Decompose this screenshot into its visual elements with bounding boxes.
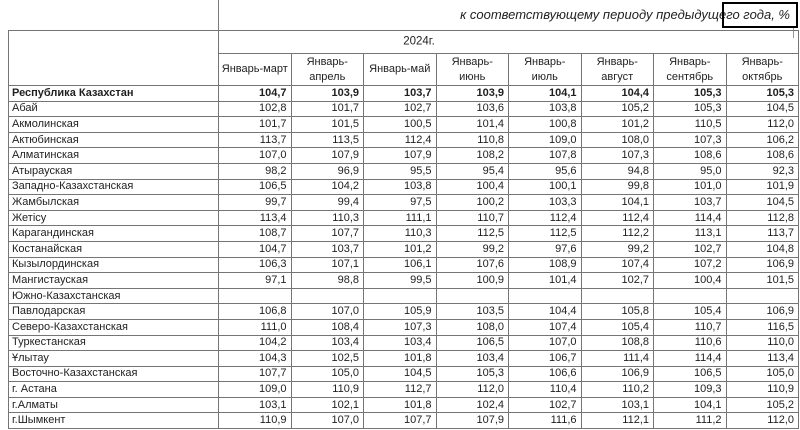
- value-cell[interactable]: 106,9: [726, 304, 799, 320]
- value-cell[interactable]: [219, 288, 292, 304]
- value-cell[interactable]: 104,4: [509, 304, 582, 320]
- region-name-cell[interactable]: Акмолинская: [9, 117, 219, 133]
- value-cell[interactable]: 105,3: [436, 366, 509, 382]
- value-cell[interactable]: 111,0: [219, 319, 292, 335]
- value-cell[interactable]: 106,5: [654, 366, 727, 382]
- column-header-jan-jul[interactable]: Январь-июль: [509, 54, 582, 86]
- value-cell[interactable]: 95,6: [509, 163, 582, 179]
- value-cell[interactable]: 108,0: [436, 319, 509, 335]
- value-cell[interactable]: 112,0: [726, 117, 799, 133]
- region-name-cell[interactable]: Республика Казахстан: [9, 86, 219, 102]
- value-cell[interactable]: 112,0: [726, 413, 799, 429]
- table-row: [9, 304, 799, 320]
- value-cell[interactable]: 94,8: [581, 163, 654, 179]
- value-cell[interactable]: 101,5: [291, 117, 364, 133]
- corner-cell[interactable]: [9, 31, 219, 86]
- value-cell[interactable]: 104,2: [291, 179, 364, 195]
- year-label: 2024г.: [403, 35, 435, 48]
- value-cell[interactable]: 112,1: [581, 413, 654, 429]
- value-cell[interactable]: 110,9: [219, 413, 292, 429]
- value-cell[interactable]: 110,2: [581, 382, 654, 398]
- region-name-cell[interactable]: Кызылординская: [9, 257, 219, 273]
- value-cell[interactable]: 103,1: [581, 397, 654, 413]
- region-name-cell[interactable]: г. Астана: [9, 382, 219, 398]
- value-cell[interactable]: 112,5: [509, 226, 582, 242]
- column-header-jan-mar[interactable]: Январь-март: [219, 54, 292, 86]
- value-cell[interactable]: 105,2: [726, 397, 799, 413]
- value-cell[interactable]: 100,1: [509, 179, 582, 195]
- value-cell[interactable]: 103,7: [654, 195, 727, 211]
- value-cell[interactable]: 112,7: [364, 382, 437, 398]
- value-cell[interactable]: 107,6: [436, 257, 509, 273]
- value-cell[interactable]: 103,4: [364, 335, 437, 351]
- value-cell[interactable]: 114,4: [654, 210, 727, 226]
- value-cell[interactable]: 108,6: [726, 148, 799, 164]
- value-cell[interactable]: [726, 288, 799, 304]
- value-cell[interactable]: 112,2: [581, 226, 654, 242]
- value-cell[interactable]: 102,4: [436, 397, 509, 413]
- value-cell[interactable]: 98,2: [219, 163, 292, 179]
- value-cell[interactable]: 112,5: [436, 226, 509, 242]
- value-cell[interactable]: 95,5: [364, 163, 437, 179]
- value-cell[interactable]: 112,0: [436, 382, 509, 398]
- value-cell[interactable]: 105,8: [581, 304, 654, 320]
- value-cell[interactable]: 105,3: [654, 86, 727, 102]
- value-cell[interactable]: 109,0: [509, 132, 582, 148]
- value-cell[interactable]: 107,3: [581, 148, 654, 164]
- value-cell[interactable]: 103,9: [436, 86, 509, 102]
- table-row: [9, 179, 799, 195]
- value-cell[interactable]: [291, 288, 364, 304]
- value-cell[interactable]: 106,9: [726, 257, 799, 273]
- value-cell[interactable]: 107,9: [291, 148, 364, 164]
- value-cell[interactable]: 102,7: [581, 273, 654, 289]
- value-cell[interactable]: 100,2: [436, 195, 509, 211]
- value-cell[interactable]: 110,9: [726, 382, 799, 398]
- table-row: [9, 335, 799, 351]
- value-cell[interactable]: 107,3: [364, 319, 437, 335]
- value-cell[interactable]: 108,6: [654, 148, 727, 164]
- gridline-stub: [218, 0, 219, 30]
- region-name-cell[interactable]: Западно-Казахстанская: [9, 179, 219, 195]
- value-cell[interactable]: [654, 288, 727, 304]
- value-cell[interactable]: 106,1: [364, 257, 437, 273]
- value-cell[interactable]: 103,7: [291, 241, 364, 257]
- value-cell[interactable]: 95,4: [436, 163, 509, 179]
- table-row: [9, 366, 799, 382]
- value-cell[interactable]: 97,1: [219, 273, 292, 289]
- value-cell[interactable]: 106,5: [219, 179, 292, 195]
- region-name-cell[interactable]: Жетісу: [9, 210, 219, 226]
- value-cell[interactable]: 114,4: [654, 351, 727, 367]
- value-cell[interactable]: 101,8: [364, 351, 437, 367]
- value-cell[interactable]: 101,7: [291, 101, 364, 117]
- value-cell[interactable]: 97,5: [364, 195, 437, 211]
- region-name-cell[interactable]: г.Алматы: [9, 397, 219, 413]
- value-cell[interactable]: 105,2: [581, 101, 654, 117]
- value-cell[interactable]: 110,8: [436, 132, 509, 148]
- value-cell[interactable]: 113,7: [726, 226, 799, 242]
- value-cell[interactable]: 109,0: [219, 382, 292, 398]
- year-header-row: [9, 31, 799, 54]
- value-cell[interactable]: 101,7: [219, 117, 292, 133]
- value-cell[interactable]: 101,0: [654, 179, 727, 195]
- table-row: [9, 319, 799, 335]
- value-cell[interactable]: 110,5: [654, 117, 727, 133]
- value-cell[interactable]: 107,7: [291, 226, 364, 242]
- table-row: [9, 413, 799, 429]
- value-cell[interactable]: 101,8: [364, 397, 437, 413]
- table-body: [9, 86, 799, 429]
- region-name-cell[interactable]: Туркестанская: [9, 335, 219, 351]
- period-note: к соответствующему периоду предыдущего года, %: [460, 7, 790, 22]
- value-cell[interactable]: 106,9: [581, 366, 654, 382]
- value-cell[interactable]: 104,4: [581, 86, 654, 102]
- value-cell[interactable]: 112,8: [726, 210, 799, 226]
- value-cell[interactable]: 104,1: [509, 86, 582, 102]
- table-row: [9, 226, 799, 242]
- value-cell[interactable]: 111,4: [581, 351, 654, 367]
- value-cell[interactable]: 108,8: [581, 335, 654, 351]
- value-cell[interactable]: 106,3: [219, 257, 292, 273]
- value-cell[interactable]: 97,6: [509, 241, 582, 257]
- table-row: [9, 382, 799, 398]
- value-cell[interactable]: 107,7: [364, 413, 437, 429]
- region-name-cell[interactable]: Восточно-Казахстанская: [9, 366, 219, 382]
- table-row: [9, 86, 799, 102]
- data-table: [8, 30, 799, 429]
- column-header-jan-oct[interactable]: Январь-октябрь: [726, 54, 799, 86]
- value-cell[interactable]: 106,6: [509, 366, 582, 382]
- table-row: [9, 195, 799, 211]
- value-cell[interactable]: 103,7: [364, 86, 437, 102]
- region-name-cell[interactable]: Абай: [9, 101, 219, 117]
- column-header-jan-aug[interactable]: Январь-август: [581, 54, 654, 86]
- value-cell[interactable]: 99,4: [291, 195, 364, 211]
- region-name-cell[interactable]: Атырауская: [9, 163, 219, 179]
- value-cell[interactable]: 108,7: [219, 226, 292, 242]
- value-cell[interactable]: 99,8: [581, 179, 654, 195]
- value-cell[interactable]: 100,4: [436, 179, 509, 195]
- table-row: [9, 163, 799, 179]
- table-row: [9, 351, 799, 367]
- value-cell[interactable]: 113,5: [291, 132, 364, 148]
- value-cell[interactable]: 107,7: [219, 366, 292, 382]
- value-cell[interactable]: 102,8: [219, 101, 292, 117]
- value-cell[interactable]: 112,4: [364, 132, 437, 148]
- value-cell[interactable]: 113,1: [654, 226, 727, 242]
- value-cell[interactable]: 105,9: [364, 304, 437, 320]
- region-name-cell[interactable]: Алматинская: [9, 148, 219, 164]
- value-cell[interactable]: 107,0: [509, 335, 582, 351]
- value-cell[interactable]: 103,4: [291, 335, 364, 351]
- value-cell[interactable]: 110,0: [726, 335, 799, 351]
- value-cell[interactable]: 105,4: [581, 319, 654, 335]
- value-cell[interactable]: 107,1: [291, 257, 364, 273]
- column-header-jan-sep[interactable]: Январь-сентябрь: [654, 54, 727, 86]
- value-cell[interactable]: 111,6: [509, 413, 582, 429]
- value-cell[interactable]: 110,3: [364, 226, 437, 242]
- value-cell[interactable]: 106,2: [726, 132, 799, 148]
- value-cell[interactable]: 105,0: [291, 366, 364, 382]
- table-row: [9, 288, 799, 304]
- value-cell[interactable]: 111,1: [364, 210, 437, 226]
- region-name-cell[interactable]: Актюбинская: [9, 132, 219, 148]
- table-row: [9, 397, 799, 413]
- value-cell[interactable]: 103,3: [509, 195, 582, 211]
- value-cell[interactable]: 110,9: [291, 382, 364, 398]
- region-name-cell[interactable]: Костанайская: [9, 241, 219, 257]
- value-cell[interactable]: 106,5: [436, 335, 509, 351]
- value-cell[interactable]: 107,0: [291, 304, 364, 320]
- table-row: [9, 132, 799, 148]
- value-cell[interactable]: 112,4: [581, 210, 654, 226]
- value-cell[interactable]: 96,9: [291, 163, 364, 179]
- value-cell[interactable]: 103,4: [436, 351, 509, 367]
- value-cell[interactable]: [436, 288, 509, 304]
- value-cell[interactable]: 104,7: [219, 241, 292, 257]
- value-cell[interactable]: 100,8: [509, 117, 582, 133]
- value-cell[interactable]: 108,9: [509, 257, 582, 273]
- region-name-cell[interactable]: Южно-Казахстанская: [9, 288, 219, 304]
- table-row: [9, 210, 799, 226]
- value-cell[interactable]: 116,5: [726, 319, 799, 335]
- value-cell[interactable]: 107,8: [509, 148, 582, 164]
- region-name-cell[interactable]: г.Шымкент: [9, 413, 219, 429]
- value-cell[interactable]: 102,1: [291, 397, 364, 413]
- value-cell[interactable]: 112,4: [509, 210, 582, 226]
- value-cell[interactable]: 102,7: [509, 397, 582, 413]
- value-cell[interactable]: 113,7: [219, 132, 292, 148]
- value-cell[interactable]: 110,4: [509, 382, 582, 398]
- value-cell[interactable]: 104,3: [219, 351, 292, 367]
- region-name-cell[interactable]: Жамбылская: [9, 195, 219, 211]
- value-cell[interactable]: 110,7: [654, 319, 727, 335]
- table-row: [9, 101, 799, 117]
- value-cell[interactable]: 104,1: [654, 397, 727, 413]
- value-cell[interactable]: 104,7: [219, 86, 292, 102]
- value-cell[interactable]: 106,7: [509, 351, 582, 367]
- region-name-cell[interactable]: Павлодарская: [9, 304, 219, 320]
- year-header-cell[interactable]: [219, 31, 799, 54]
- value-cell[interactable]: 110,6: [654, 335, 727, 351]
- value-cell[interactable]: 111,2: [654, 413, 727, 429]
- value-cell[interactable]: 103,1: [219, 397, 292, 413]
- value-cell[interactable]: 109,3: [654, 382, 727, 398]
- value-cell[interactable]: [581, 288, 654, 304]
- value-cell[interactable]: 110,7: [436, 210, 509, 226]
- value-cell[interactable]: 100,4: [654, 273, 727, 289]
- value-cell[interactable]: 105,3: [726, 86, 799, 102]
- value-cell[interactable]: 99,2: [436, 241, 509, 257]
- value-cell[interactable]: 104,1: [581, 195, 654, 211]
- value-cell[interactable]: 107,0: [219, 148, 292, 164]
- table-row: [9, 117, 799, 133]
- table-row: [9, 257, 799, 273]
- value-cell[interactable]: 113,4: [726, 351, 799, 367]
- value-cell[interactable]: 107,2: [654, 257, 727, 273]
- value-cell[interactable]: 103,5: [436, 304, 509, 320]
- value-cell[interactable]: 101,9: [726, 179, 799, 195]
- value-cell[interactable]: 103,8: [364, 179, 437, 195]
- column-header-jan-apr[interactable]: Январь-апрель: [291, 54, 364, 86]
- value-cell[interactable]: 107,3: [654, 132, 727, 148]
- value-cell[interactable]: 99,5: [364, 273, 437, 289]
- value-cell[interactable]: 102,5: [291, 351, 364, 367]
- value-cell[interactable]: 104,5: [726, 101, 799, 117]
- value-cell[interactable]: 101,4: [436, 117, 509, 133]
- value-cell[interactable]: 105,4: [654, 304, 727, 320]
- table-row: [9, 273, 799, 289]
- value-cell[interactable]: 107,9: [436, 413, 509, 429]
- value-cell[interactable]: 101,2: [581, 117, 654, 133]
- value-cell[interactable]: 107,4: [581, 257, 654, 273]
- value-cell[interactable]: 95,0: [654, 163, 727, 179]
- value-cell[interactable]: 105,0: [726, 366, 799, 382]
- value-cell[interactable]: [364, 288, 437, 304]
- value-cell[interactable]: 108,0: [581, 132, 654, 148]
- value-cell[interactable]: 99,2: [581, 241, 654, 257]
- value-cell[interactable]: 100,5: [364, 117, 437, 133]
- value-cell[interactable]: 101,4: [509, 273, 582, 289]
- table-row: [9, 241, 799, 257]
- table-row: [9, 148, 799, 164]
- value-cell[interactable]: 107,4: [509, 319, 582, 335]
- value-cell[interactable]: 104,5: [364, 366, 437, 382]
- value-cell[interactable]: 92,3: [726, 163, 799, 179]
- region-name-cell[interactable]: Северо-Казахстанская: [9, 319, 219, 335]
- value-cell[interactable]: 113,4: [219, 210, 292, 226]
- value-cell[interactable]: 104,8: [726, 241, 799, 257]
- value-cell[interactable]: 103,8: [509, 101, 582, 117]
- value-cell[interactable]: 106,8: [219, 304, 292, 320]
- value-cell[interactable]: 101,5: [726, 273, 799, 289]
- column-header-jan-may[interactable]: Январь-май: [364, 54, 437, 86]
- region-name-cell[interactable]: Мангистауская: [9, 273, 219, 289]
- value-cell[interactable]: 108,2: [436, 148, 509, 164]
- value-cell[interactable]: 104,5: [726, 195, 799, 211]
- value-cell[interactable]: 107,0: [291, 413, 364, 429]
- value-cell[interactable]: 107,9: [364, 148, 437, 164]
- value-cell[interactable]: 103,9: [291, 86, 364, 102]
- region-name-cell[interactable]: Карагандинская: [9, 226, 219, 242]
- value-cell[interactable]: 102,7: [364, 101, 437, 117]
- value-cell[interactable]: 103,6: [436, 101, 509, 117]
- value-cell[interactable]: 108,4: [291, 319, 364, 335]
- value-cell[interactable]: 105,3: [654, 101, 727, 117]
- value-cell[interactable]: 101,2: [364, 241, 437, 257]
- value-cell[interactable]: [509, 288, 582, 304]
- value-cell[interactable]: 110,3: [291, 210, 364, 226]
- column-header-jan-jun[interactable]: Январь-июнь: [436, 54, 509, 86]
- region-name-cell[interactable]: Ұлытау: [9, 351, 219, 367]
- value-cell[interactable]: 104,2: [219, 335, 292, 351]
- value-cell[interactable]: 102,7: [654, 241, 727, 257]
- value-cell[interactable]: 100,9: [436, 273, 509, 289]
- value-cell[interactable]: 98,8: [291, 273, 364, 289]
- value-cell[interactable]: 99,7: [219, 195, 292, 211]
